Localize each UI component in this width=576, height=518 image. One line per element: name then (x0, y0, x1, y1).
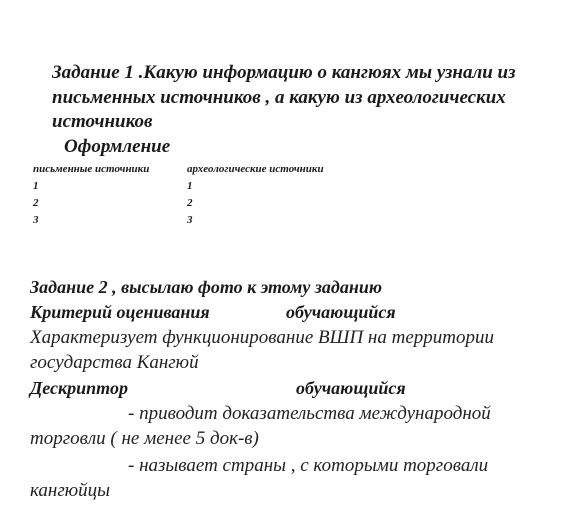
descriptor-2-line1: - называет страны , с которыми торговали (128, 455, 489, 476)
format-heading: Оформление (64, 136, 171, 157)
descriptor-who: обучающийся (296, 378, 406, 398)
descriptor-label: Дескриптор (30, 378, 128, 398)
table-row-left-2: 2 (33, 197, 39, 209)
descriptor-2-line2: кангюйцы (30, 480, 111, 501)
criterion-label: Критерий оценивания (30, 302, 210, 322)
table-row-right-2: 2 (187, 197, 193, 209)
table-row-right-3: 3 (187, 214, 193, 226)
descriptor-1-line2: торговли ( не менее 5 док-в) (30, 428, 259, 449)
table-row-right-1: 1 (187, 180, 193, 192)
task1-title-line2: письменных источников , а какую из археологических (52, 87, 506, 108)
task1-title-line1: Задание 1 .Какую информацию о кангюях мы узнали из (52, 62, 516, 83)
criterion-text-line1: Характеризует функционирование ВШП на территории (30, 327, 494, 348)
column-header-archaeological-sources: археологические источники (187, 163, 324, 175)
table-row-left-1: 1 (33, 180, 39, 192)
criterion-text-line2: государства Кангюй (30, 352, 199, 373)
task2-title: Задание 2 , высылаю фото к этому заданию (30, 277, 382, 297)
descriptor-1-line1: - приводит доказательства международной (128, 403, 491, 424)
column-header-written-sources: письменные источники (33, 163, 150, 175)
task1-title-line3: источников (52, 111, 153, 132)
criterion-who: обучающийся (286, 302, 396, 322)
table-row-left-3: 3 (33, 214, 39, 226)
